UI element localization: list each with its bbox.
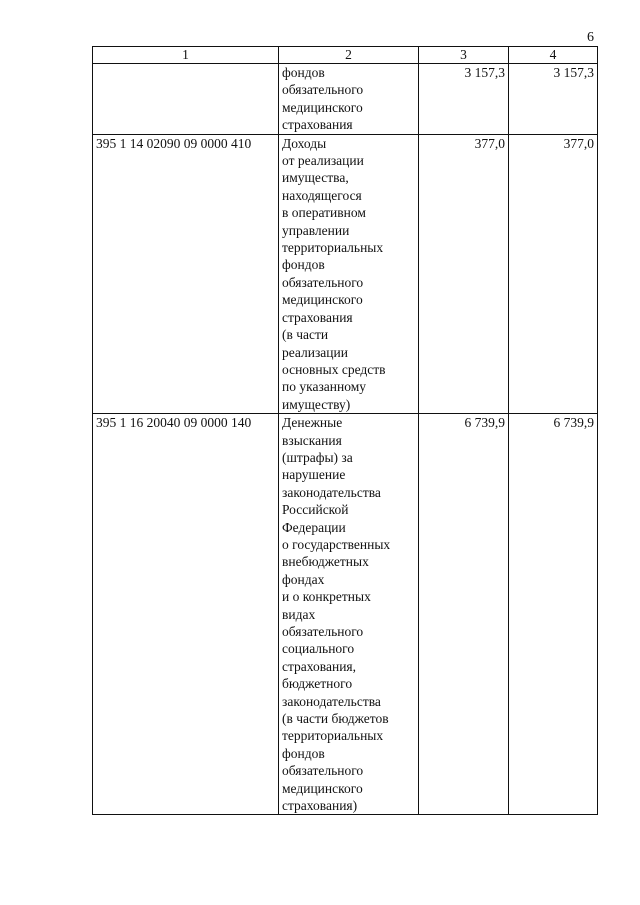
revenue-name-line: видах [282,606,316,622]
revenue-name-line: от реализации [282,153,364,169]
revenue-name-line: (в части бюджетов [282,711,389,727]
revenue-name-line: законодательства [282,484,381,500]
budget-revenue-table [92,46,598,815]
amount-col4-cell: 377,0 [509,134,598,414]
page-number: 6 [587,30,594,45]
revenue-name-line: имуществу) [282,396,351,412]
revenue-code-cell: 395 1 14 02090 09 0000 410 [93,134,279,414]
revenue-name-line: обязательного [282,624,364,639]
revenue-name-line: и о конкретных [282,589,371,605]
revenue-name-line: обязательного [282,82,364,98]
revenue-name-line: (в части [282,327,329,343]
revenue-name-line: о государственных [282,536,391,552]
revenue-name-line: бюджетного [282,676,353,692]
revenue-name-line: фондов [282,257,325,273]
revenue-name-line: территориальных [282,240,384,256]
revenue-name-line: Доходы [282,135,327,151]
revenue-name-line: страхования, [282,658,357,674]
revenue-name-line: медицинского [282,99,363,115]
revenue-name-line: (штрафы) за [282,449,353,465]
revenue-name-line: управлении [282,222,350,238]
revenue-name-line: страхования) [282,798,358,814]
revenue-name-line: нарушение [282,467,346,483]
revenue-name-line: по указанному [282,379,367,395]
revenue-name-line: страхования [282,309,353,325]
revenue-name-line: имущества, [282,170,349,186]
amount-col4-cell: 6 739,9 [509,414,598,815]
table-body [93,64,598,815]
revenue-name-line: фондах [282,571,325,587]
revenue-name-line: внебюджетных [282,554,369,570]
revenue-name-line: территориальных [282,728,384,744]
revenue-name-line: взыскания [282,432,342,448]
revenue-name-line: медицинского [282,780,363,796]
amount-col3-cell: 6 739,9 [419,414,509,815]
revenue-name-line: Федерации [282,519,346,535]
revenue-name-cell [279,414,419,815]
revenue-name-line: основных средств [282,361,386,377]
revenue-name-line: законодательства [282,693,381,709]
table-row [93,414,598,815]
revenue-name-cell [279,64,419,135]
table-row [93,64,598,135]
table-row [93,134,598,414]
revenue-code-cell [93,64,279,135]
revenue-name-line: Денежные [282,415,343,431]
revenue-name-line: обязательного [282,763,364,779]
revenue-code-cell: 395 1 16 20040 09 0000 140 [93,414,279,815]
column-header-3: 3 [419,47,509,64]
revenue-name-line: Российской [282,502,349,518]
revenue-name-line: фондов [282,65,325,80]
revenue-name-line: в оперативном [282,205,366,221]
revenue-name-line: обязательного [282,274,364,290]
revenue-name-line: социального [282,641,355,657]
revenue-name-line: фондов [282,745,325,761]
amount-col3-cell: 377,0 [419,134,509,414]
amount-col4-cell: 3 157,3 [509,64,598,135]
revenue-name-cell [279,134,419,414]
column-header-4: 4 [509,47,598,64]
column-header-1: 1 [93,47,279,64]
revenue-name-line: медицинского [282,292,363,308]
amount-col3-cell: 3 157,3 [419,64,509,135]
column-header-2: 2 [279,47,419,64]
revenue-name-line: страхования [282,117,353,133]
revenue-name-line: находящегося [282,187,362,203]
revenue-name-line: реализации [282,344,348,360]
table-header-row [93,47,598,64]
